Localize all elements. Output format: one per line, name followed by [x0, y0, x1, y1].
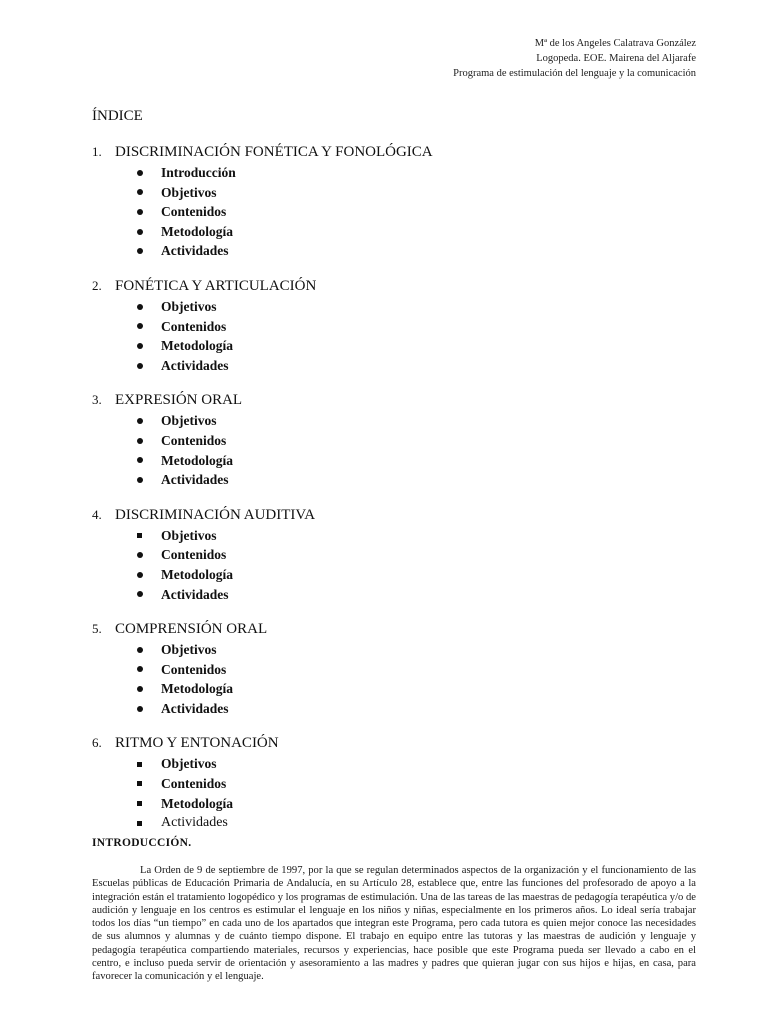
square-bullet-icon [137, 781, 161, 786]
section-title: FONÉTICA Y ARTICULACIÓN [115, 277, 317, 294]
introduction-paragraph: La Orden de 9 de septiembre de 1997, por la que se regulan determinados aspectos de la organización y el funcionamiento de las Escuelas públicas de Educación Primaria de Andalucía, en su Artículo 28, establece que, entre las funciones del profesorado de apoyo a la integración están el tratamiento logopédico y los programas de estimulación. Una de las tareas de las maestras de pedagogía terapéutica y/o de audición y lenguaje en los centros es estimular el lenguaje en los niños y niñas, especialmente en los primeros años. Lo ideal sería trabajar todos los días “un tiempo” en cada uno de los apartados que integran este Programa, pero cada tutora es quien mejor conoce las necesidades de sus alumnos y alumnas y de cuánto tiempo dispone. El trabajo en equipo entre las tutoras y las maestras de audición y lenguaje y pedagogía terapéutica compartiendo materiales, recursos y experiencias, hace posible que este Programa pueda ser llevado a cabo en el centro, e incluso pueda servir de orientación y asesoramiento a las madres y padres que quieran jugar con sus hijos e hijas, en casa, para favorecer la comunicación y el lenguaje. [92, 865, 696, 983]
section-title: DISCRIMINACIÓN FONÉTICA Y FONOLÓGICA [115, 144, 433, 160]
square-bullet-icon [137, 533, 161, 538]
program-line: Programa de estimulación del lenguaje y la comunicación [453, 68, 696, 79]
section-heading [92, 620, 692, 638]
list-item-label: Actividades [161, 815, 228, 831]
index-title: ÍNDICE [92, 108, 143, 124]
section-number: 6. [92, 735, 102, 751]
list-item-label: Objetivos [161, 413, 217, 429]
list-item [92, 202, 692, 222]
list-item [92, 470, 692, 490]
dot-bullet-icon [137, 363, 161, 369]
list-item-label: Objetivos [161, 642, 217, 658]
dot-bullet-icon [137, 666, 161, 672]
author-line: Mª de los Angeles Calatrava González [534, 38, 696, 49]
list-item-label: Contenidos [161, 318, 227, 334]
list-item [92, 660, 692, 680]
list-item-label: Metodología [161, 452, 233, 468]
list-item-label: Actividades [161, 243, 229, 259]
list-item-label: Metodología [161, 338, 233, 354]
square-bullet-icon [137, 801, 161, 806]
dot-bullet-icon [137, 209, 161, 215]
dot-bullet-icon [137, 686, 161, 692]
list-item-label: Introducción [161, 165, 236, 180]
list-item [92, 565, 692, 585]
list-item-label: Actividades [161, 357, 229, 373]
section-item-list [92, 411, 692, 489]
list-item [92, 774, 692, 794]
list-item [92, 585, 692, 605]
list-item [92, 451, 692, 471]
list-item-label: Contenidos [161, 204, 227, 220]
dot-bullet-icon [137, 457, 161, 463]
section-number: 1. [92, 144, 102, 159]
dot-bullet-icon [137, 343, 161, 349]
dot-bullet-icon [137, 477, 161, 483]
list-item-label: Metodología [161, 566, 233, 582]
list-item [92, 317, 692, 337]
list-item-label: Contenidos [161, 776, 227, 792]
list-item [92, 813, 692, 833]
list-item [92, 526, 692, 546]
list-item-label: Objetivos [161, 298, 217, 314]
introduction-heading: INTRODUCCIÓN. [92, 837, 192, 849]
list-item [92, 336, 692, 356]
section-heading [92, 277, 692, 295]
section-number: 4. [92, 506, 102, 522]
list-item [92, 297, 692, 317]
list-item-label: Metodología [161, 223, 233, 239]
list-item-label: Metodología [161, 681, 233, 697]
section-number: 2. [92, 277, 102, 293]
dot-bullet-icon [137, 323, 161, 329]
section-title: EXPRESIÓN ORAL [115, 392, 243, 409]
square-bullet-icon [137, 762, 161, 767]
list-item-label: Contenidos [161, 661, 227, 677]
dot-bullet-icon [137, 706, 161, 712]
index-section [92, 734, 692, 832]
list-item-label: Actividades [161, 700, 229, 716]
section-heading [92, 143, 692, 161]
index-section [92, 391, 692, 489]
dot-bullet-icon [137, 170, 161, 176]
index-sections [92, 143, 692, 849]
dot-bullet-icon [137, 229, 161, 235]
dot-bullet-icon [137, 438, 161, 444]
section-item-list [92, 163, 692, 261]
list-item-label: Contenidos [161, 547, 227, 563]
dot-bullet-icon [137, 189, 161, 195]
list-item [92, 356, 692, 376]
list-item [92, 699, 692, 719]
document-header [276, 36, 696, 81]
section-number: 3. [92, 392, 102, 408]
dot-bullet-icon [137, 591, 161, 597]
section-item-list [92, 526, 692, 604]
list-item [92, 640, 692, 660]
section-heading [92, 391, 692, 409]
list-item [92, 545, 692, 565]
section-heading [92, 734, 692, 752]
list-item-label: Actividades [161, 586, 229, 602]
list-item-label: Objetivos [161, 756, 217, 772]
list-item [92, 183, 692, 203]
list-item [92, 411, 692, 431]
index-section [92, 277, 692, 375]
dot-bullet-icon [137, 572, 161, 578]
section-title: RITMO Y ENTONACIÓN [115, 735, 279, 752]
square-bullet-icon [137, 821, 161, 826]
list-item [92, 679, 692, 699]
dot-bullet-icon [137, 552, 161, 558]
section-item-list [92, 754, 692, 832]
dot-bullet-icon [137, 418, 161, 424]
list-item [92, 222, 692, 242]
dot-bullet-icon [137, 304, 161, 310]
list-item-label: Actividades [161, 472, 229, 488]
dot-bullet-icon [137, 647, 161, 653]
list-item-label: Metodología [161, 795, 233, 811]
list-item [92, 431, 692, 451]
list-item-label: Objetivos [161, 527, 217, 543]
section-number: 5. [92, 621, 102, 637]
section-title: DISCRIMINACIÓN AUDITIVA [115, 506, 316, 523]
list-item-label: Objetivos [161, 184, 217, 200]
section-title: COMPRENSIÓN ORAL [115, 621, 268, 638]
section-item-list [92, 297, 692, 375]
index-section [92, 506, 692, 604]
section-item-list [92, 640, 692, 718]
list-item [92, 794, 692, 814]
list-item [92, 241, 692, 261]
role-line: Logopeda. EOE. Mairena del Aljarafe [536, 53, 696, 64]
section-heading [92, 506, 692, 524]
index-section [92, 620, 692, 718]
list-item-label: Contenidos [161, 432, 227, 448]
dot-bullet-icon [137, 248, 161, 254]
list-item [92, 163, 692, 183]
index-section [92, 143, 692, 261]
list-item [92, 754, 692, 774]
